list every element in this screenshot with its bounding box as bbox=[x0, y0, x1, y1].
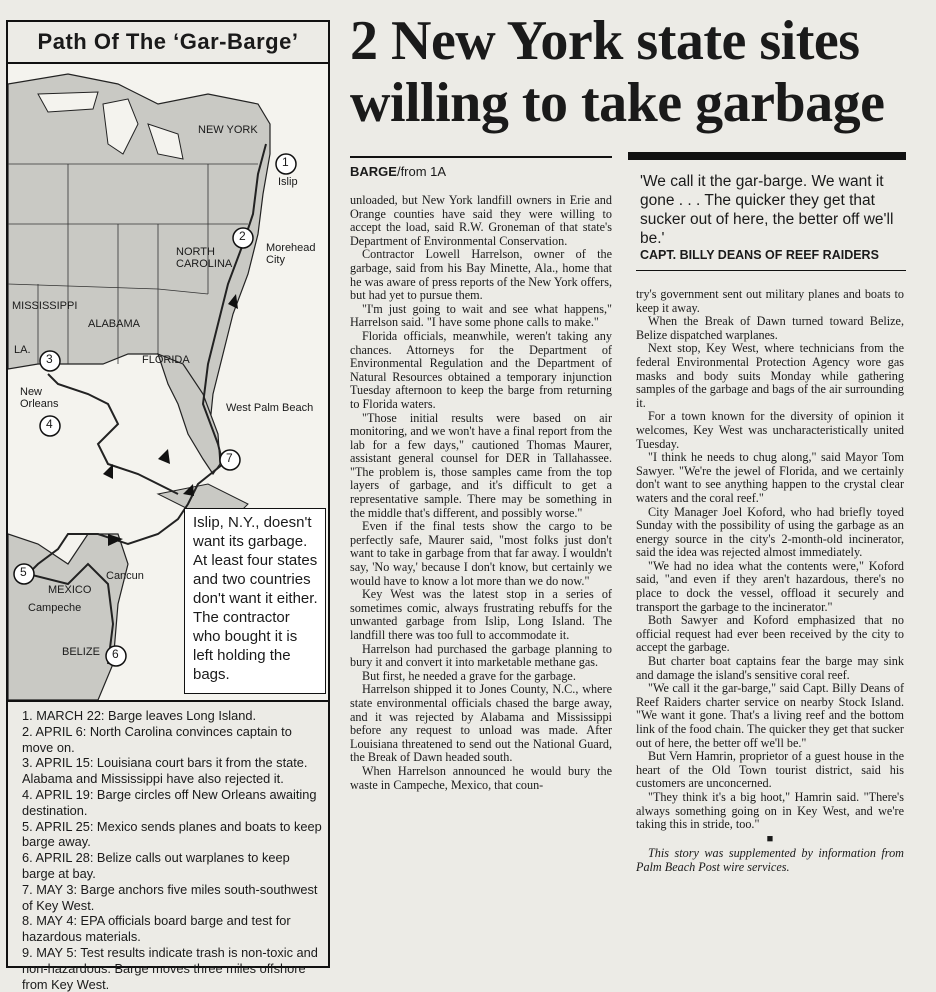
timeline-item: 9. MAY 5: Test results indicate trash is non-toxic and non-hazardous. Barge moves three miles offshore from Key West. bbox=[22, 944, 318, 992]
paragraph: Key West was the latest stop in a series of sometimes comic, always frustrating rebuffs for the unwanted garbage from Islip, Long Island. The landfill there was too full to accommodate it. bbox=[350, 587, 612, 642]
paragraph: "We call it the gar-barge," said Capt. Billy Deans of Reef Raiders charter service on nearby Stock Island. "We want it gone. That's a living reef and the bottom link of the food chain. The quicker they get that sucker out of here, the better off we'll be." bbox=[636, 681, 904, 750]
paragraph: When Harrelson announced he would bury the waste in Campeche, Mexico, that coun- bbox=[350, 763, 612, 792]
label-la: LA. bbox=[14, 344, 31, 356]
timeline-item: 3. APRIL 15: Louisiana court bars it from the state. Alabama and Mississippi have also rejected it. bbox=[22, 755, 308, 787]
label-morehead-city: Morehead City bbox=[266, 242, 316, 266]
headline: 2 New York state sites willing to take garbage bbox=[350, 10, 885, 134]
paragraph: "I think he needs to chug along," said Mayor Tom Sawyer. "We're the jewel of Florida, and we certainly don't want to see anything happen to the crystal clear waters and the coral reef." bbox=[636, 450, 904, 505]
pull-quote-rule bbox=[628, 152, 906, 160]
end-mark: ■ bbox=[766, 832, 774, 845]
story-credit: This story was supplemented by information from Palm Beach Post wire services. bbox=[636, 846, 904, 874]
pull-quote-attribution: CAPT. BILLY DEANS OF REEF RAIDERS bbox=[640, 248, 879, 262]
timeline-item: 1. MARCH 22: Barge leaves Long Island. bbox=[22, 708, 257, 723]
timeline-item: 2. APRIL 6: North Carolina convinces captain to move on. bbox=[22, 723, 292, 755]
timeline-item: 8. MAY 4: EPA officials board barge and test for hazardous materials. bbox=[22, 913, 291, 945]
paragraph: Harrelson had purchased the garbage planning to bury it and convert it into marketable methane gas. bbox=[350, 641, 612, 670]
label-new-york: NEW YORK bbox=[198, 124, 258, 136]
timeline-item: 7. MAY 3: Barge anchors five miles south-southwest of Key West. bbox=[22, 881, 318, 913]
paragraph: "They think it's a big hoot," Hamrin said. "There's always something going on in Key West, and we're taking this in stride, too." bbox=[636, 789, 904, 832]
label-campeche: Campeche bbox=[28, 602, 82, 614]
article-column-1 bbox=[350, 194, 612, 792]
label-belize: BELIZE bbox=[62, 646, 100, 658]
paragraph: "Those initial results were based on air monitoring, and we won't have a final report from the lab for a few days," cautioned Thomas Maurer, assistant general counsel for DER in Tallahassee. "The problem is, those samples came from the top layers of garbage, and it's difficult to get a representative sample. There may be something in the middle that's different, and possibly worse." bbox=[350, 410, 612, 520]
marker-label-2: 2 bbox=[239, 229, 246, 243]
label-cancun: Cancun bbox=[106, 570, 144, 582]
jump-line bbox=[350, 164, 446, 179]
pull-quote: 'We call it the gar-barge. We want it gone . . . The quicker they get that sucker out of here, the better off we'll be.' bbox=[640, 173, 894, 247]
timeline-item: 5. APRIL 25: Mexico sends planes and boats to keep barge away. bbox=[22, 818, 322, 850]
label-new-orleans: New Orleans bbox=[20, 386, 59, 410]
label-mexico: MEXICO bbox=[48, 584, 92, 596]
paragraph: Harrelson shipped it to Jones County, N.C., where state environmental officials chased the barge away, and it was rejected by Alabama and Mississippi before any request to unload was made. After Louisiana threatened to send out the National Guard, the Break of Dawn headed south. bbox=[350, 682, 612, 765]
paragraph: Even if the final tests show the cargo to be perfectly safe, Maurer said, "most folks just don't want to take in garbage from that far away. I wouldn't say, 'No way,' because I don't know, but certainly we would have to know a lot more than we do now." bbox=[350, 519, 612, 588]
paragraph: When the Break of Dawn turned toward Belize, Belize dispatched warplanes. bbox=[636, 314, 904, 342]
marker-label-6: 6 bbox=[112, 647, 119, 661]
paragraph: Florida officials, meanwhile, weren't taking any chances. Attorneys for the Department of Environmental Regulation and the Department of Natural Resources obtained a temporary injunction Tuesday afternoon to keep the barge from returning to Florida waters. bbox=[350, 328, 612, 411]
marker-label-1: 1 bbox=[282, 155, 289, 169]
label-alabama: ALABAMA bbox=[88, 318, 140, 330]
route-map bbox=[8, 64, 328, 702]
divider-rule bbox=[350, 156, 612, 158]
paragraph: City Manager Joel Koford, who had briefly toyed Sunday with the possibility of using the garbage as an energy source in the city's 2-month-old incinerator, said the idea was rejected almost immediately. bbox=[636, 504, 904, 560]
paragraph: "We had no idea what the contents were," Koford said, "and even if they aren't hazardous, there's no place to dock the vessel, offload it securely and transport the garbage to the incinerator." bbox=[636, 558, 904, 614]
paragraph: Next stop, Key West, where technicians from the federal Environmental Protection Agency wore gas masks and body suits Monday while gathering samples of the garbage and bags of the air surrounding it. bbox=[636, 341, 904, 410]
marker-label-3: 3 bbox=[46, 352, 53, 366]
paragraph: "I'm just going to wait and see what happens," Harrelson said. "I have some phone calls to make." bbox=[350, 301, 612, 330]
marker-label-4: 4 bbox=[46, 417, 53, 431]
paragraph: Contractor Lowell Harrelson, owner of the garbage, said from his Bay Minette, Ala., home that he was aware of press reports of the New York offers, but had yet to pursue them. bbox=[350, 247, 612, 303]
label-florida: FLORIDA bbox=[142, 354, 190, 366]
timeline-list bbox=[22, 708, 322, 992]
timeline-item: 6. APRIL 28: Belize calls out warplanes to keep barge at bay. bbox=[22, 850, 290, 881]
map-sidebar bbox=[6, 20, 330, 992]
marker-label-5: 5 bbox=[20, 565, 27, 579]
label-north-carolina: NORTH CAROLINA bbox=[176, 246, 233, 270]
paragraph: try's government sent out military planes and boats to keep it away. bbox=[636, 287, 904, 315]
pull-quote-bottom-rule bbox=[636, 270, 906, 271]
jump-from: /from 1A bbox=[396, 164, 447, 179]
paragraph: Both Sawyer and Koford emphasized that no official request had ever been received by the city to accept the garbage. bbox=[636, 613, 904, 655]
label-islip: Islip bbox=[278, 176, 298, 188]
paragraph: But charter boat captains fear the barge may sink and damage the island's sensitive coral reef. bbox=[636, 654, 904, 682]
sidebar-title: Path Of The ‘Gar-Barge’ bbox=[8, 22, 328, 64]
paragraph: For a town known for the diversity of opinion it welcomes, Key West was uncharacteristically united Tuesday. bbox=[636, 409, 904, 451]
jump-label: BARGE bbox=[350, 164, 397, 179]
label-mississippi: MISSISSIPPI bbox=[12, 300, 78, 312]
label-west-palm-beach: West Palm Beach bbox=[226, 402, 314, 414]
article-column-2 bbox=[636, 288, 904, 875]
paragraph: But Vern Hamrin, proprietor of a guest house in the heart of the Old Town tourist district, said his customers are unconcerned. bbox=[636, 749, 904, 791]
paragraph: But first, he needed a grave for the garbage. bbox=[362, 668, 576, 683]
paragraph: unloaded, but New York landfill owners in Erie and Orange counties have said they were willing to accept the load, said R.W. Groneman of that state's Department of Environmental Conservation. bbox=[350, 193, 612, 248]
callout-box: Islip, N.Y., doesn't want its garbage. At least four states and two countries don't want it either. The contractor who bought it is left holding the bags. bbox=[184, 508, 326, 694]
timeline-item: 4. APRIL 19: Barge circles off New Orleans awaiting destination. bbox=[22, 786, 317, 818]
marker-label-7: 7 bbox=[226, 451, 233, 465]
